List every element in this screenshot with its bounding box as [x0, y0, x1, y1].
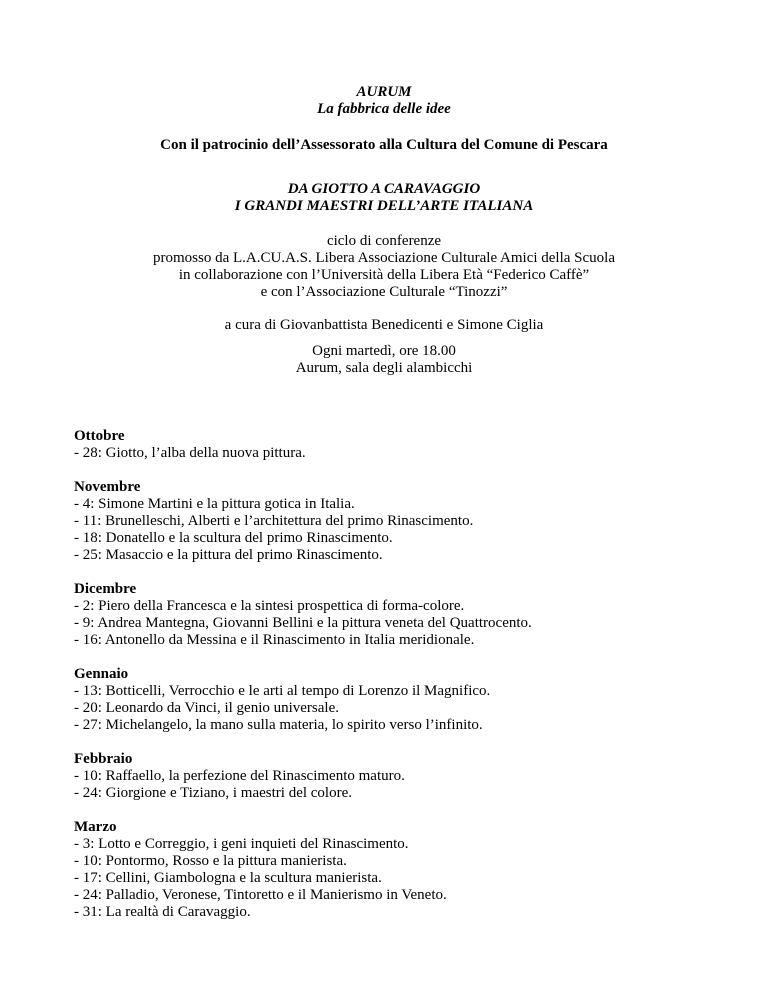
month-title: Dicembre — [74, 581, 137, 597]
lecture-item: - 17: Cellini, Giambologna e la scultura manierista. — [74, 870, 382, 886]
cycle-description — [0, 233, 768, 301]
series-title-line-1: DA GIOTTO A CARAVAGGIO — [287, 181, 481, 197]
org-tagline: La fabbrica delle idee — [317, 101, 451, 117]
schedule-info — [0, 343, 768, 377]
cycle-line: promosso da L.A.CU.A.S. Libera Associazione Culturale Amici della Scuola — [153, 250, 615, 266]
lecture-item: - 2: Piero della Francesca e la sintesi prospettica di forma-colore. — [74, 598, 465, 614]
schedule-place: Aurum, sala degli alambicchi — [295, 360, 473, 376]
month-title: Marzo — [74, 819, 117, 835]
schedule-time: Ogni martedì, ore 18.00 — [312, 343, 456, 359]
curators-line — [0, 317, 768, 334]
org-heading — [0, 84, 768, 118]
month-section — [74, 479, 734, 564]
lecture-item: - 28: Giotto, l’alba della nuova pittura. — [74, 445, 306, 461]
month-section — [74, 428, 734, 462]
month-section — [74, 581, 734, 649]
cycle-line: e con l’Associazione Culturale “Tinozzi” — [260, 284, 508, 300]
lecture-item: - 16: Antonello da Messina e il Rinascimento in Italia meridionale. — [74, 632, 475, 648]
lecture-item: - 18: Donatello e la scultura del primo Rinascimento. — [74, 530, 393, 546]
month-title: Gennaio — [74, 666, 129, 682]
lecture-item: - 10: Raffaello, la perfezione del Rinascimento maturo. — [74, 768, 405, 784]
month-section — [74, 666, 734, 734]
month-section — [74, 751, 734, 802]
lecture-item: - 24: Palladio, Veronese, Tintoretto e il Manierismo in Veneto. — [74, 887, 447, 903]
lecture-calendar — [74, 428, 734, 938]
cycle-line: in collaborazione con l’Università della Libera Età “Federico Caffè” — [178, 267, 590, 283]
series-title — [0, 181, 768, 215]
lecture-item: - 4: Simone Martini e la pittura gotica in Italia. — [74, 496, 355, 512]
patronage-line — [0, 137, 768, 154]
patronage-text: Con il patrocinio dell’Assessorato alla Cultura del Comune di Pescara — [160, 137, 608, 153]
lecture-item: - 27: Michelangelo, la mano sulla materia, lo spirito verso l’infinito. — [74, 717, 483, 733]
lecture-item: - 10: Pontormo, Rosso e la pittura manierista. — [74, 853, 347, 869]
lecture-item: - 9: Andrea Mantegna, Giovanni Bellini e la pittura veneta del Quattrocento. — [74, 615, 532, 631]
lecture-item: - 25: Masaccio e la pittura del primo Rinascimento. — [74, 547, 383, 563]
lecture-item: - 3: Lotto e Correggio, i geni inquieti del Rinascimento. — [74, 836, 409, 852]
curators-text: a cura di Giovanbattista Benedicenti e Simone Ciglia — [224, 317, 544, 333]
month-title: Ottobre — [74, 428, 125, 444]
lecture-item: - 20: Leonardo da Vinci, il genio universale. — [74, 700, 339, 716]
lecture-item: - 11: Brunelleschi, Alberti e l’architettura del primo Rinascimento. — [74, 513, 474, 529]
month-section — [74, 819, 734, 921]
lecture-item: - 31: La realtà di Caravaggio. — [74, 904, 251, 920]
lecture-item: - 13: Botticelli, Verrocchio e le arti al tempo di Lorenzo il Magnifico. — [74, 683, 491, 699]
lecture-item: - 24: Giorgione e Tiziano, i maestri del colore. — [74, 785, 353, 801]
month-title: Novembre — [74, 479, 141, 495]
month-title: Febbraio — [74, 751, 133, 767]
cycle-line: ciclo di conferenze — [326, 233, 442, 249]
series-title-line-2: I GRANDI MAESTRI DELL’ARTE ITALIANA — [234, 198, 534, 214]
org-name: AURUM — [356, 84, 412, 100]
